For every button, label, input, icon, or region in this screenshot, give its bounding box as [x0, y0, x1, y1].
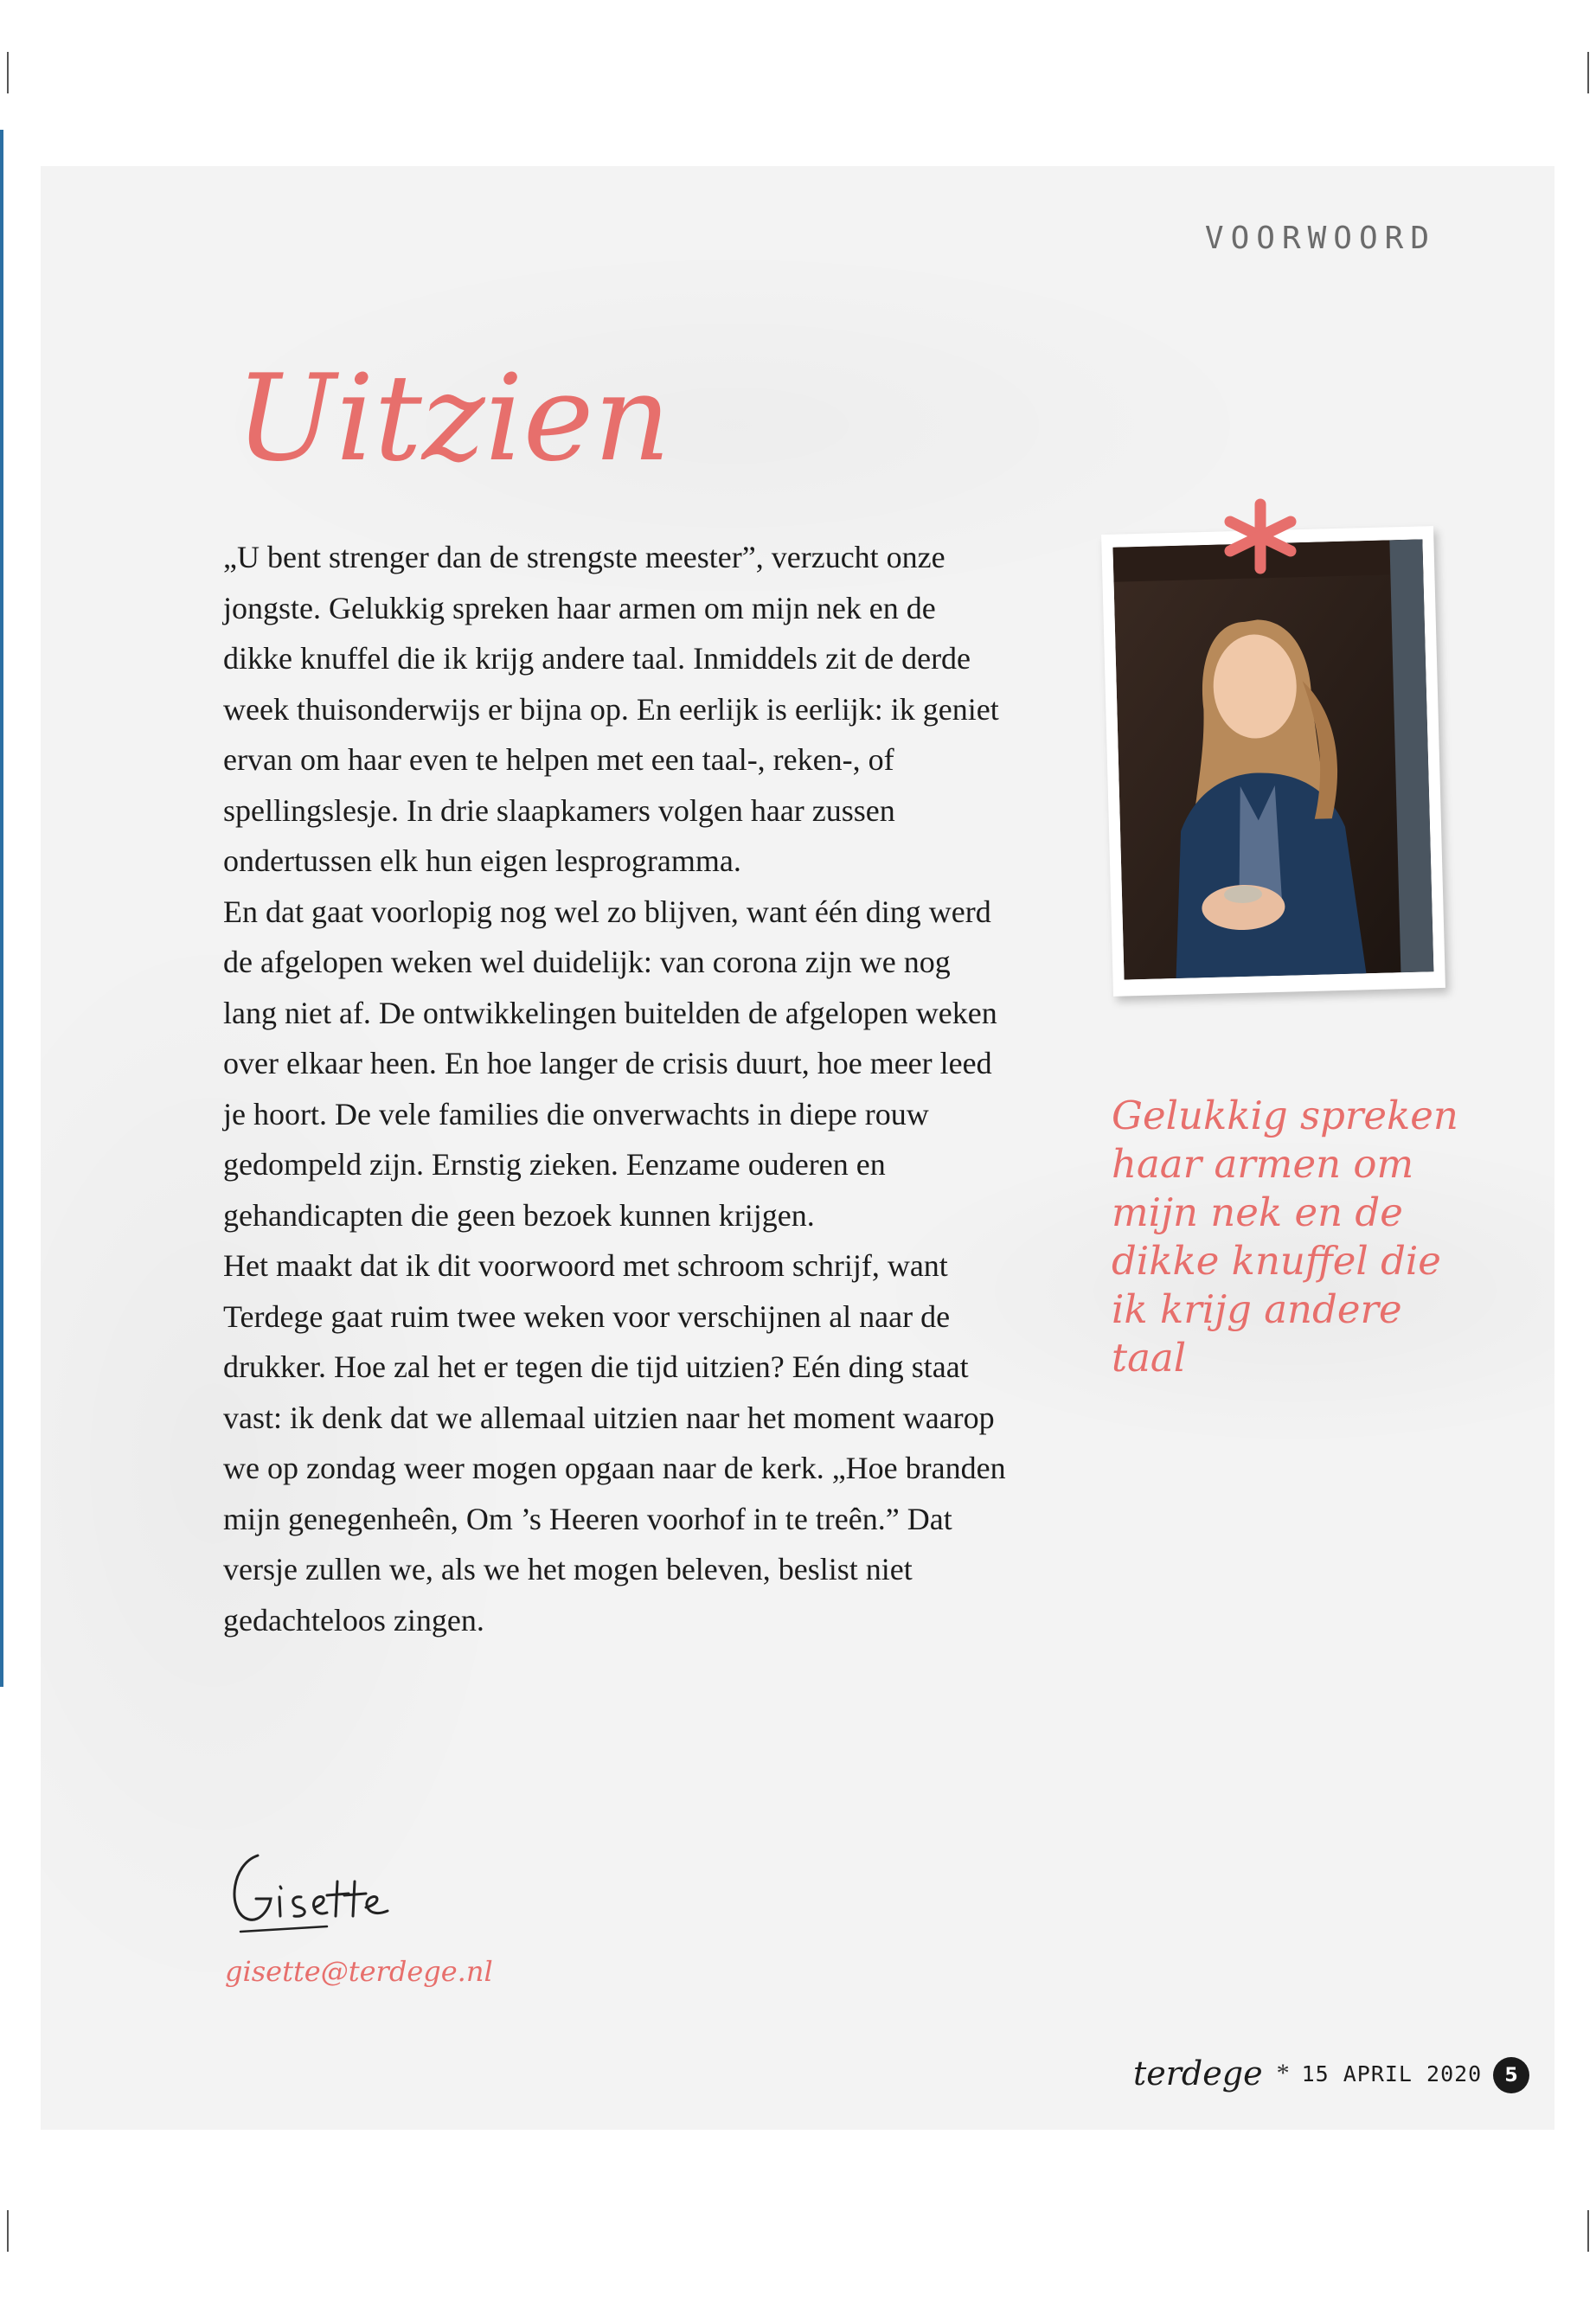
author-photo — [1101, 526, 1445, 997]
crop-mark-bottom-right — [1587, 2210, 1589, 2252]
page-footer — [1133, 2052, 1482, 2095]
crop-mark-top-right — [1587, 52, 1589, 93]
body-paragraph: „U bent strenger dan de strengste meester”, verzucht onze jongste. Gelukkig spreken haar armen om mijn nek en de dikke knuffel die ik krijg andere taal. Inmiddels zit de derde week thuisonderwijs er bijna op. En eerlijk is eerlijk: ik geniet ervan om haar even te helpen met een taal-, reken-, of spellingslesje. In drie slaapkamers volgen haar zussen ondertussen elk hun eigen lesprogramma. — [223, 540, 999, 878]
handwritten-signature — [223, 1847, 405, 1942]
article-body — [223, 532, 1010, 1645]
crop-mark-bottom-left — [7, 2210, 9, 2252]
section-label: VOORWOORD — [1204, 221, 1436, 256]
pull-quote: Gelukkig spreken haar armen om mijn nek en de dikke knuffel die ik krijg andere taal — [1112, 1093, 1458, 1381]
footer-separator: * — [1276, 2059, 1290, 2087]
author-photo-image — [1112, 539, 1433, 979]
body-paragraph: Het maakt dat ik dit voorwoord met schroom schrijf, want Terdege gaat ruim twee weken voor verschijnen al naar de drukker. Hoe zal het er tegen die tijd uitzien? Eén ding staat vast: ik denk dat we allemaal uitzien naar het moment waarop we op zondag weer mogen opgaan naar de kerk. „Hoe branden mijn genegenheên, Om ’s Heeren voorhof in te treên.” Dat versje zullen we, als we het mogen beleven, beslist niet gedachteloos zingen. — [223, 1248, 1006, 1638]
author-email: gisette@terdege.nl — [225, 1955, 493, 1988]
magazine-brand: terdege — [1133, 2054, 1263, 2093]
page-number: 5 — [1493, 2057, 1529, 2093]
article-title: Uitzien — [235, 349, 671, 488]
spine-edge — [0, 130, 3, 1687]
crop-mark-top-left — [7, 52, 9, 93]
asterisk-star-icon — [1221, 497, 1299, 575]
body-paragraph: En dat gaat voorlopig nog wel zo blijven, want één ding werd de afgelopen weken wel duidelijk: van corona zijn we nog lang niet af. De ontwikkelingen buitelden de afgelopen weken over elkaar heen. En hoe langer de crisis duurt, hoe meer leed je hoort. De vele families die onverwachts in diepe rouw gedompeld zijn. Ernstig zieken. Eenzame ouderen en gehandicapten die geen bezoek kunnen krijgen. — [223, 894, 997, 1233]
issue-date: 15 APRIL 2020 — [1301, 2061, 1483, 2086]
